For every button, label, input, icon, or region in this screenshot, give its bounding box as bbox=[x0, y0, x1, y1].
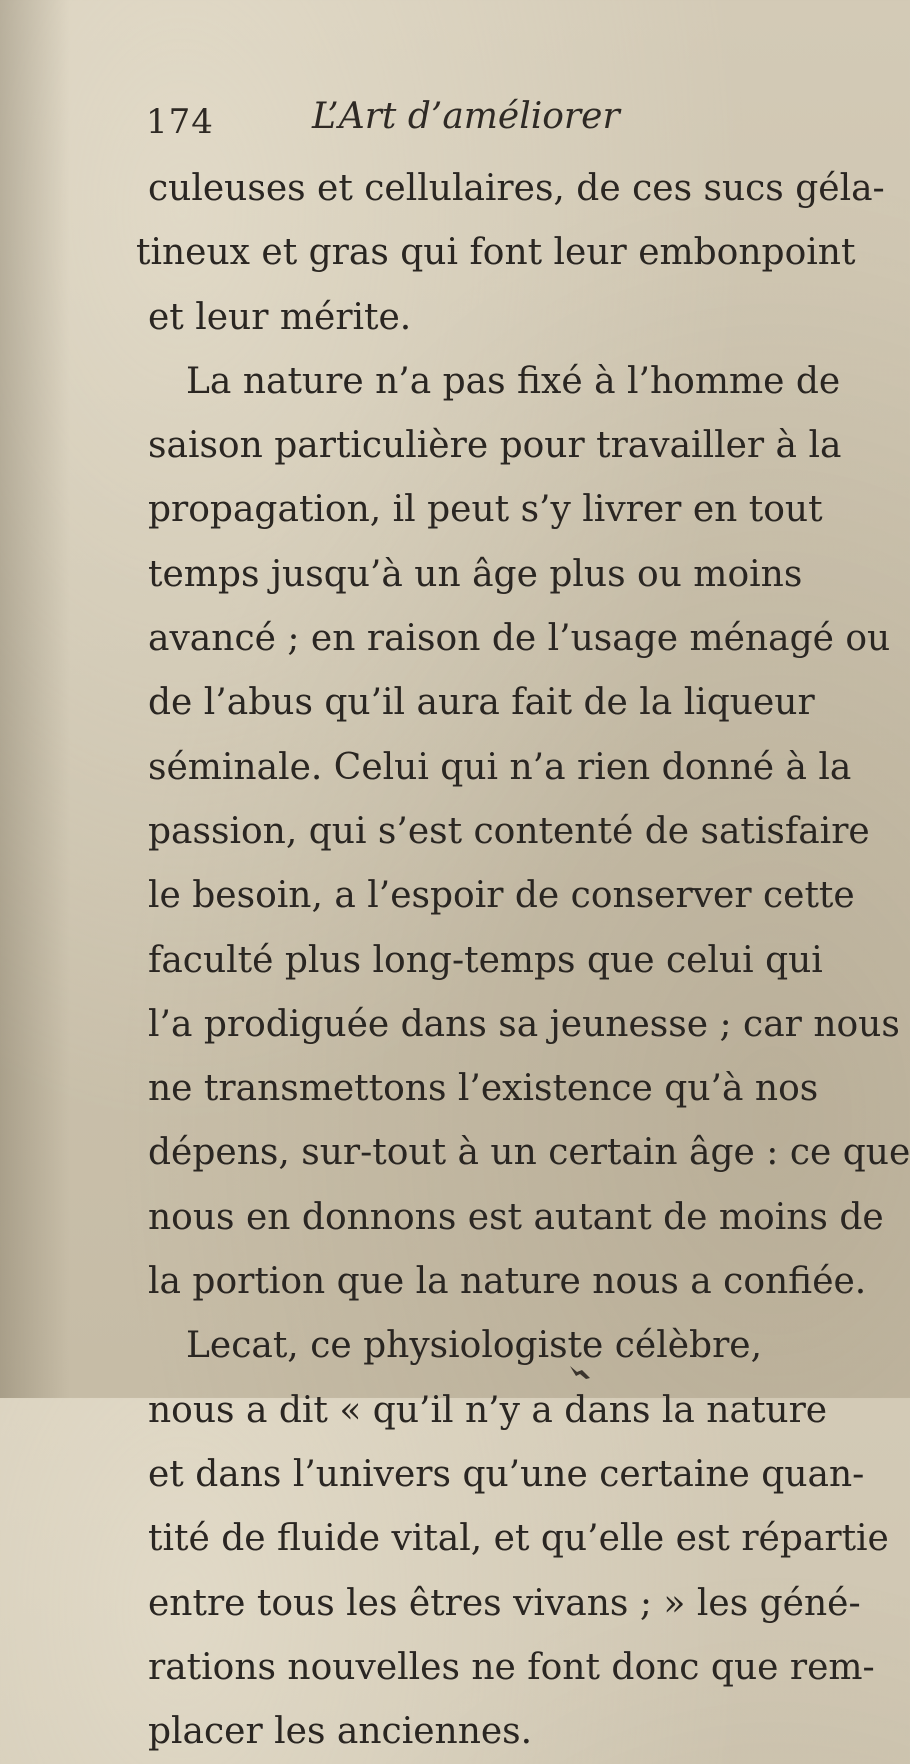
text-line: ne transmettons l’existence qu’à nos bbox=[148, 1068, 819, 1110]
page-number: 174 bbox=[146, 102, 214, 142]
text-line: temps jusqu’à un âge plus ou moins bbox=[148, 553, 803, 595]
text-line: placer les anciennes. bbox=[148, 1711, 533, 1753]
body-text bbox=[136, 157, 910, 1764]
ink-mark-icon bbox=[568, 1362, 592, 1382]
text-line: nous a dit « qu’il n’y a dans la nature bbox=[148, 1389, 828, 1431]
text-line: la portion que la nature nous a confiée. bbox=[148, 1261, 867, 1303]
page-gutter-shadow bbox=[0, 0, 70, 1398]
text-line: nous en donnons est autant de moins de bbox=[148, 1196, 884, 1238]
text-line: et leur mérite. bbox=[148, 296, 412, 338]
text-line: tineux et gras qui font leur embonpoint bbox=[136, 232, 856, 274]
text-line: avancé ; en raison de l’usage ménagé ou bbox=[148, 618, 891, 660]
page-header bbox=[146, 96, 706, 146]
text-line: passion, qui s’est contenté de satisfaire bbox=[148, 810, 870, 852]
text-line: de l’abus qu’il aura fait de la liqueur bbox=[148, 682, 815, 724]
paragraph-start-line: La nature n’a pas fixé à l’homme de bbox=[186, 360, 841, 402]
text-line: dépens, sur-tout à un certain âge : ce que bbox=[148, 1132, 910, 1174]
text-line: culeuses et cellulaires, de ces sucs géla- bbox=[148, 168, 885, 209]
text-line: rations nouvelles ne font donc que rem- bbox=[148, 1646, 875, 1688]
text-line: propagation, il peut s’y livrer en tout bbox=[148, 489, 823, 531]
text-line: tité de fluide vital, et qu’elle est répartie bbox=[148, 1518, 889, 1560]
text-line: le besoin, a l’espoir de conserver cette bbox=[148, 875, 855, 917]
text-line: séminale. Celui qui n’a rien donné à la bbox=[148, 746, 852, 788]
text-line: entre tous les êtres vivans ; » les géné- bbox=[148, 1582, 861, 1624]
text-line: et dans l’univers qu’une certaine quan- bbox=[148, 1453, 865, 1495]
text-line: faculté plus long-temps que celui qui bbox=[148, 939, 823, 981]
paragraph-start-line: Lecat, ce physiologiste célèbre, bbox=[186, 1325, 763, 1367]
text-line: l’a prodiguée dans sa jeunesse ; car nous bbox=[148, 1003, 900, 1045]
text-line: saison particulière pour travailler à la bbox=[148, 425, 842, 467]
running-title: L’Art d’améliorer bbox=[312, 96, 620, 137]
